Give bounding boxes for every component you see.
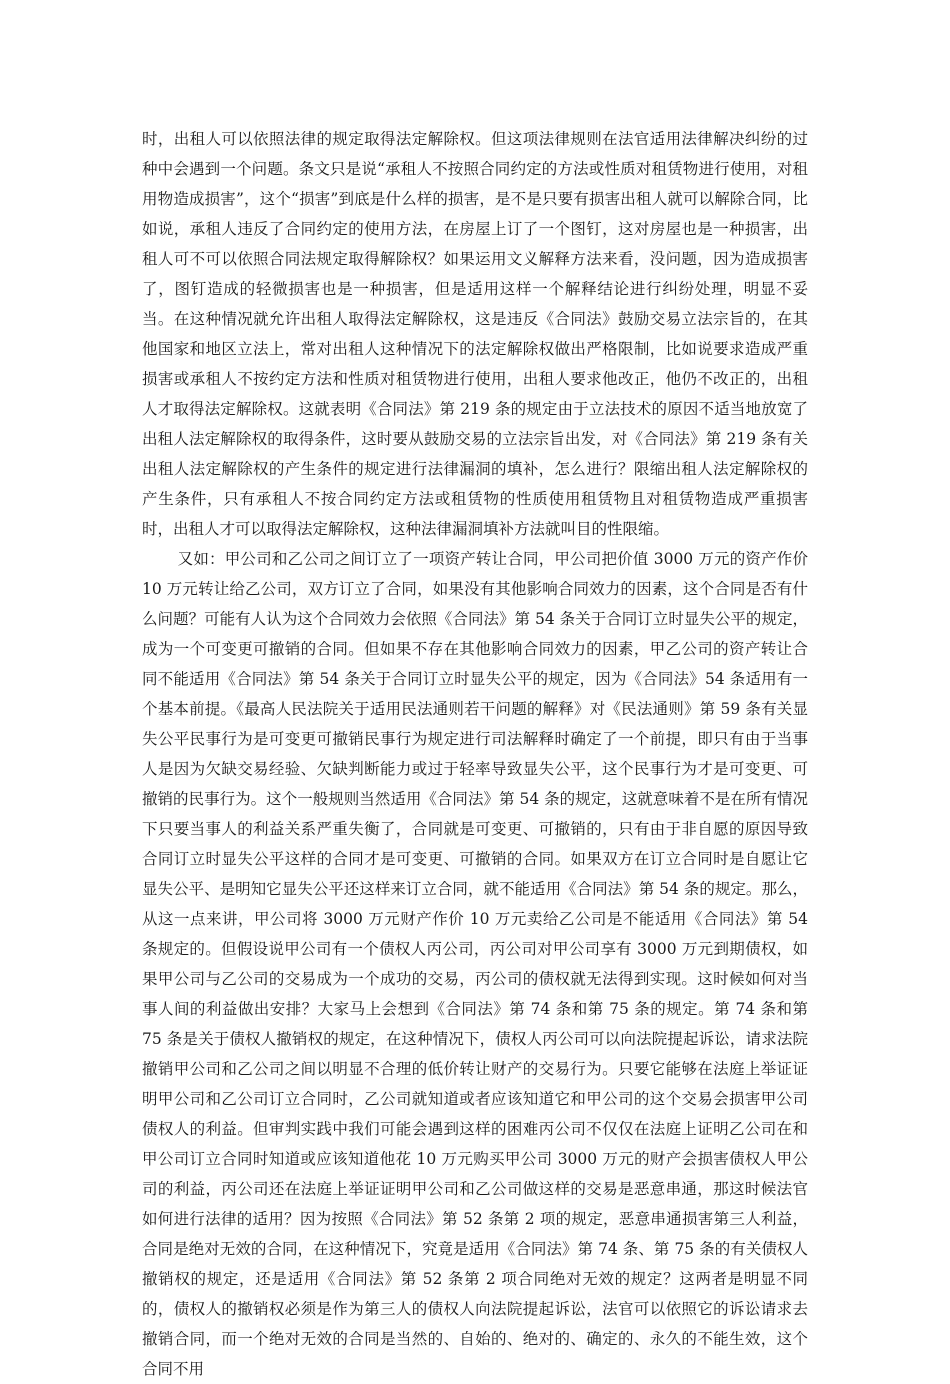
document-page xyxy=(142,124,808,1384)
paragraph-1: 时，出租人可以依照法律的规定取得法定解除权。但这项法律规则在法官适用法律解决纠纷的过种中会遇到一个问题。条文只是说“承租人不按照合同约定的方法或性质对租赁物进行使用，对租用物造成损害”，这个“损害”到底是什么样的损害，是不是只要有损害出租人就可以解除合同，比如说，承租人违反了合同约定的使用方法，在房屋上订了一个图钉，这对房屋也是一种损害，出租人可不可以依照合同法规定取得解除权？如果运用文义解释方法来看，没问题，因为造成损害了，图钉造成的轻微损害也是一种损害，但是适用这样一个解释结论进行纠纷处理，明显不妥当。在这种情况就允许出租人取得法定解除权，这是违反《合同法》鼓励交易立法宗旨的，在其他国家和地区立法上，常对出租人这种情况下的法定解除权做出严格限制，比如说要求造成严重损害或承租人不按约定方法和性质对租赁物进行使用，出租人要求他改正，他仍不改正的，出租人才取得法定解除权。这就表明《合同法》第 219 条的规定由于立法技术的原因不适当地放宽了出租人法定解除权的取得条件，这时要从鼓励交易的立法宗旨出发，对《合同法》第 219 条有关出租人法定解除权的产生条件的规定进行法律漏洞的填补，怎么进行？限缩出租人法定解除权的产生条件，只有承租人不按合同约定方法或租赁物的性质使用租赁物且对租赁物造成严重损害时，出租人才可以取得法定解除权，这种法律漏洞填补方法就叫目的性限缩。 xyxy=(142,130,808,538)
paragraph-2: 又如：甲公司和乙公司之间订立了一项资产转让合同，甲公司把价值 3000 万元的资产作价 10 万元转让给乙公司，双方订立了合同，如果没有其他影响合同效力的因素，这个合同是否有什么问题？可能有人认为这个合同效力会依照《合同法》第 54 条关于合同订立时显失公平的规定，成为一个可变更可撤销的合同。但如果不存在其他影响合同效力的因素，甲乙公司的资产转让合同不能适用《合同法》第 54 条关于合同订立时显失公平的规定，因为《合同法》54 条适用有一个基本前提。《最高人民法院关于适用民法通则若干问题的解释》对《民法通则》第 59 条有关显失公平民事行为是可变更可撤销民事行为规定进行司法解释时确定了一个前提，即只有由于当事人是因为欠缺交易经验、欠缺判断能力或过于轻率导致显失公平，这个民事行为才是可变更、可撤销的民事行为。这个一般规则当然适用《合同法》第 54 条的规定，这就意味着不是在所有情况下只要当事人的利益关系严重失衡了，合同就是可变更、可撤销的，只有由于非自愿的原因导致合同订立时显失公平这样的合同才是可变更、可撤销的合同。如果双方在订立合同时是自愿让它显失公平、是明知它显失公平还这样来订立合同，就不能适用《合同法》第 54 条的规定。那么，从这一点来讲，甲公司将 3000 万元财产作价 10 万元卖给乙公司是不能适用《合同法》第 54 条规定的。但假设说甲公司有一个债权人丙公司，丙公司对甲公司享有 3000 万元到期债权，如果甲公司与乙公司的交易成为一个成功的交易，丙公司的债权就无法得到实现。这时候如何对当事人间的利益做出安排？大家马上会想到《合同法》第 74 条和第 75 条的规定。第 74 条和第 75 条是关于债权人撤销权的规定，在这种情况下，债权人丙公司可以向法院提起诉讼，请求法院撤销甲公司和乙公司之间以明显不合理的低价转让财产的交易行为。只要它能够在法庭上举证证明甲公司和乙公司订立合同时，乙公司就知道或者应该知道它和甲公司的这个交易会损害甲公司债权人的利益。但审判实践中我们可能会遇到这样的困难丙公司不仅仅在法庭上证明乙公司在和甲公司订立合同时知道或应该知道他花 10 万元购买甲公司 3000 万元的财产会损害债权人甲公司的利益，丙公司还在法庭上举证证明甲公司和乙公司做这样的交易是恶意串通，那这时候法官如何进行法律的适用？因为按照《合同法》第 52 条第 2 项的规定，恶意串通损害第三人利益，合同是绝对无效的合同，在这种情况下，究竟是适用《合同法》第 74 条、第 75 条的有关债权人撤销权的规定，还是适用《合同法》第 52 条第 2 项合同绝对无效的规定？这两者是明显不同的，债权人的撤销权必须是作为第三人的债权人向法院提起诉讼，法官可以依照它的诉讼请求去撤销合同，而一个绝对无效的合同是当然的、自始的、绝对的、确定的、永久的不能生效，这个合同不用 xyxy=(142,550,808,1378)
